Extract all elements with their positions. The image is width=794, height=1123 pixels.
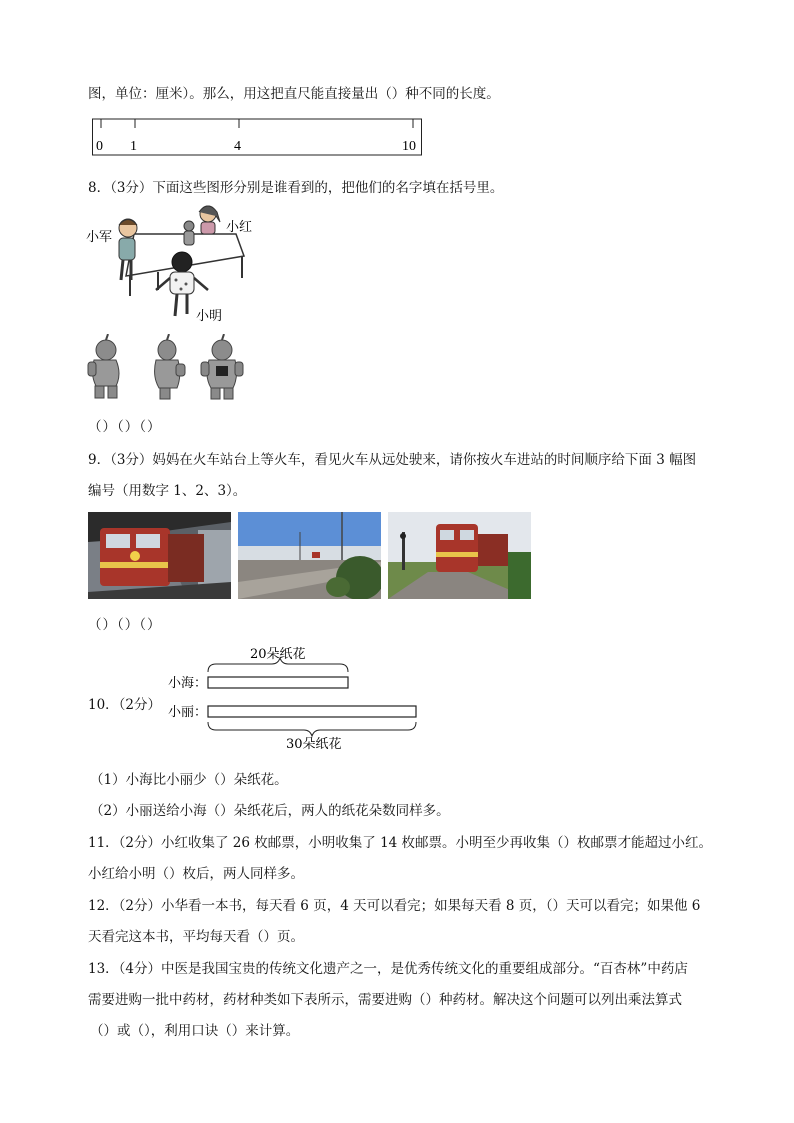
doll-front-view-icon bbox=[201, 334, 243, 399]
paper-flower-bar-diagram bbox=[168, 644, 428, 754]
label-xiaoming: 小明 bbox=[196, 309, 223, 324]
bar-xiaoli bbox=[208, 706, 416, 717]
question-11-line1: 11．（2分）小红收集了 26 枚邮票，小明收集了 14 枚邮票。小明至少再收集（）枚邮票才能超过小红。 bbox=[88, 835, 713, 851]
table-scene-illustration bbox=[86, 198, 266, 326]
question-10: 10．（2分） bbox=[88, 697, 162, 713]
label-xiaohong: 小红 bbox=[226, 220, 253, 235]
label-xiaoli: 小丽： bbox=[168, 705, 208, 720]
bar-top-label: 20朵纸花 bbox=[250, 647, 306, 662]
bar-xiaohai bbox=[208, 677, 348, 688]
ruler-label-0: 0 bbox=[96, 139, 103, 154]
ruler-outline bbox=[93, 119, 422, 155]
boy-leg-icon bbox=[121, 260, 123, 280]
bar-bottom-label: 30朵纸花 bbox=[286, 737, 342, 752]
back-boy-leg-icon bbox=[175, 294, 177, 316]
question-12-line2: 天看完这本书，平均每天看（）页。 bbox=[88, 929, 304, 945]
bottom-brace bbox=[208, 722, 416, 736]
doll-side-view-icon bbox=[88, 334, 119, 398]
ruler-label-10: 10 bbox=[402, 139, 416, 154]
ruler-label-1: 1 bbox=[130, 139, 137, 154]
train-photo-mid bbox=[388, 512, 531, 599]
ruler-figure bbox=[92, 118, 426, 158]
question-12-line1: 12．（2分）小华看一本书，每天看 6 页，4 天可以看完；如果每天看 8 页，（）天可以看完；如果他 6 bbox=[88, 898, 701, 914]
doll-body-icon bbox=[184, 231, 194, 245]
q8-blanks: （）（）（） bbox=[88, 419, 162, 435]
train-photo-close bbox=[88, 512, 231, 599]
question-11-line2: 小红给小明（）枚后，两人同样多。 bbox=[88, 866, 304, 882]
intro-line: 图，单位：厘米）。那么，用这把直尺能直接量出（）种不同的长度。 bbox=[88, 86, 500, 102]
girl-body-icon bbox=[201, 222, 215, 234]
doll-head-icon bbox=[184, 221, 194, 231]
boy-hair-icon bbox=[119, 220, 137, 226]
question-10-part2: （2）小丽送给小海（）朵纸花后，两人的纸花朵数同样多。 bbox=[90, 803, 450, 819]
label-xiaohai: 小海： bbox=[168, 676, 208, 691]
question-9-line1: 9．（3分）妈妈在火车站台上等火车，看见火车从远处驶来，请你按火车进站的时间顺序给下面 3 幅图 bbox=[88, 452, 697, 468]
label-xiaojun: 小军 bbox=[86, 230, 113, 245]
question-10-part1: （1）小海比小丽少（）朵纸花。 bbox=[90, 772, 288, 788]
doll-screen-icon bbox=[216, 366, 228, 376]
question-13-line2: 需要进购一批中药材，药材种类如下表所示，需要进购（）种药材。解决这个问题可以列出乘法算式 bbox=[88, 992, 682, 1008]
ruler-label-4: 4 bbox=[234, 139, 241, 154]
question-13-line1: 13．（4分）中医是我国宝贵的传统文化遗产之一，是优秀传统文化的重要组成部分。“百杏林”中药店 bbox=[88, 961, 688, 977]
back-boy-head-icon bbox=[172, 252, 192, 272]
back-boy-body-icon bbox=[170, 272, 194, 294]
question-13-line3: （）或（），利用口诀（）来计算。 bbox=[90, 1023, 300, 1039]
train-photo-far bbox=[238, 512, 381, 599]
question-8: 8．（3分）下面这些图形分别是谁看到的，把他们的名字填在括号里。 bbox=[88, 180, 504, 196]
question-9-line2: 编号（用数字 1、2、3）。 bbox=[88, 483, 247, 499]
q9-blanks: （）（）（） bbox=[88, 617, 162, 633]
boy-body-icon bbox=[119, 238, 135, 260]
doll-views bbox=[84, 334, 254, 404]
back-boy-arm-icon bbox=[194, 278, 208, 290]
doll-profile-view-icon bbox=[155, 334, 185, 399]
